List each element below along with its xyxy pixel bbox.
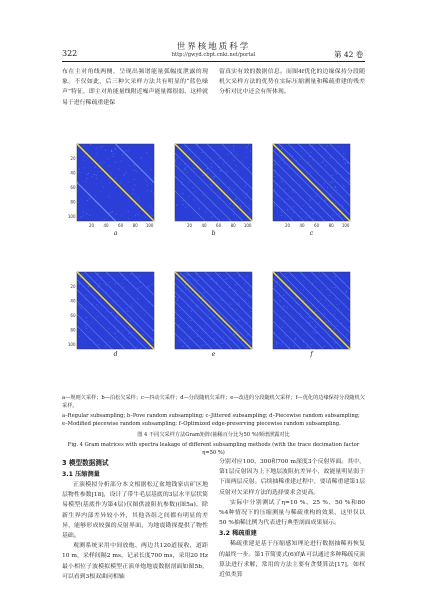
body-left-column: [62, 457, 208, 582]
intro-right-column: [219, 67, 365, 98]
gram-matrix-panel-b: [167, 144, 254, 230]
panel-label-b: b: [211, 230, 216, 237]
paragraph: 布在主对角线两侧，呈现出频谱能量弧幅度泄露的现象。不仅如此，后三种欠采样方法共有明显的“蓝色噪声”特征，即主对角能量线附近噪声能量都很弱，这样就易于进行稀疏重建保: [62, 69, 208, 106]
figure-legend-en: a–Regular subsampling; b–Pove random subsampling; c–Jittered subsampling; d–Piecewise random subsampling; e–Modified piecewise random subsampling; f–Optimized edge-preserving piecewise random subsampling.: [62, 413, 360, 427]
x-tick-label: 80: [132, 223, 138, 228]
x-tick-label: 40: [103, 223, 109, 228]
journal-title: 世界核地质科学: [176, 42, 251, 52]
figure-caption-en: Fig. 4 Gram matrices with spectra leakage of different subsampling methods (with the trace decimation factor η=50 %): [67, 442, 360, 456]
gram-matrix-panel-e: [167, 272, 254, 358]
subsection-title: 3.1 压缩测量: [62, 471, 100, 478]
gram-matrix-panel-f: [265, 272, 352, 358]
panel-label-d: d: [113, 351, 118, 358]
x-tick-label: 100: [145, 223, 154, 228]
x-tick-label: 20: [186, 223, 193, 228]
page-number: 322: [62, 49, 78, 58]
x-tick-label: 20: [88, 223, 95, 228]
y-tick-label: 20: [70, 284, 76, 290]
subsection-title: 3.2 稀疏重建: [219, 530, 257, 538]
header-rule: [62, 61, 365, 62]
x-tick-label: 40: [201, 223, 207, 228]
x-tick-label: 100: [243, 223, 252, 228]
panel-label-c: c: [309, 230, 314, 237]
gram-matrix-panel-c: [265, 144, 352, 230]
section-title: 3 模型数据测试: [62, 459, 109, 467]
x-tick-label: 60: [216, 223, 222, 228]
y-tick-label: 20: [70, 156, 76, 162]
x-tick-label: 20: [284, 223, 291, 228]
x-tick-label: 100: [341, 223, 350, 228]
y-tick-label: 80: [70, 327, 76, 333]
y-tick-label: 100: [67, 342, 76, 348]
x-tick-label: 60: [314, 223, 320, 228]
x-tick-label: 40: [299, 223, 305, 228]
paragraph: 留真实有效的数据信息。而图4f优化的边缘保持分段随机欠采样方法的优势在实际压缩测量和稀疏重建的残差分析对比中还会有所体现。: [219, 69, 365, 96]
y-tick-label: 80: [70, 199, 76, 205]
gram-matrix-panel-d: [69, 272, 156, 358]
paragraph: 实际中分别测试了η=10 %、25 %、50 %和80 %4种情况下的压缩测量与稀疏重构的效果，这里仅以50 %抽稀比例为代表进行典型剖面成果展示。: [219, 499, 365, 527]
gram-matrix-panel-a: [69, 144, 156, 230]
x-tick-label: 80: [328, 223, 334, 228]
panel-label-f: f: [310, 351, 313, 358]
y-tick-label: 40: [70, 170, 76, 176]
intro-left-column: [62, 67, 208, 108]
paragraph: 观测系统采用中间放炮、两边共120道接收，道距10 m，采样间隔2 ms，记录长度700 ms，采用20 Hz最小相位子波模拟模型正演单炮地震数据剖面如图5b，可以看到3根双曲同相轴: [62, 543, 208, 580]
x-tick-label: 80: [230, 223, 236, 228]
paragraph: 稀疏重建是基于压缩感知理论进行数据抽稀再恢复的最终一步。第1节简要式(6)的𝒍₁可以通过多种稀疏反演算法进行求解，常用的方法主要有贪婪算法[17]，如权近似类算: [219, 541, 365, 579]
volume-label: 第 42 卷: [334, 50, 364, 59]
panel-label-e: e: [211, 351, 216, 358]
y-tick-label: 60: [70, 313, 76, 319]
figure-caption-zh: 图 4 不同欠采样方法Gram矩阵(抽稀百分比为50 %)频谱泄露对比: [137, 432, 290, 438]
paragraph: 分别对应100、300和700 m深度3个反射界面。其中，第1层反射因为上下地层波阻抗差异小，故能量明显弱于下面两层反射。后续抽稀重建过程中，要请稀重建第1层反射对欠采样方法的选择要求会更高。: [219, 459, 365, 496]
y-tick-label: 40: [70, 298, 76, 304]
x-tick-label: 60: [118, 223, 124, 228]
y-tick-label: 60: [70, 185, 76, 191]
journal-url[interactable]: http://gwyd.cbpt.cnki.net/portal: [171, 52, 256, 58]
figure-legend-zh: a—规则欠采样；b—泊松欠采样；c—抖动欠采样；d—分段随机欠采样；e—改进的分段随机欠采样；f—优化的边缘保持分段随机欠采样。: [62, 395, 365, 409]
y-tick-label: 100: [67, 214, 76, 220]
body-right-column: [219, 457, 365, 580]
paragraph: 正演模拟分析部分本文根据松辽盆地钱家店矿区地层物性参数[18]，设计了带牛毛层基底的3层水平层状简易模型(基底作为第4层)仅图供波阻抗参数)(图5a)，除新生界内部差异较小外，其他各组之间都有明显的差异，能够形成较强的反射界面，为地震勘探提供了物性基础。: [62, 482, 208, 540]
panel-label-a: a: [113, 230, 118, 237]
